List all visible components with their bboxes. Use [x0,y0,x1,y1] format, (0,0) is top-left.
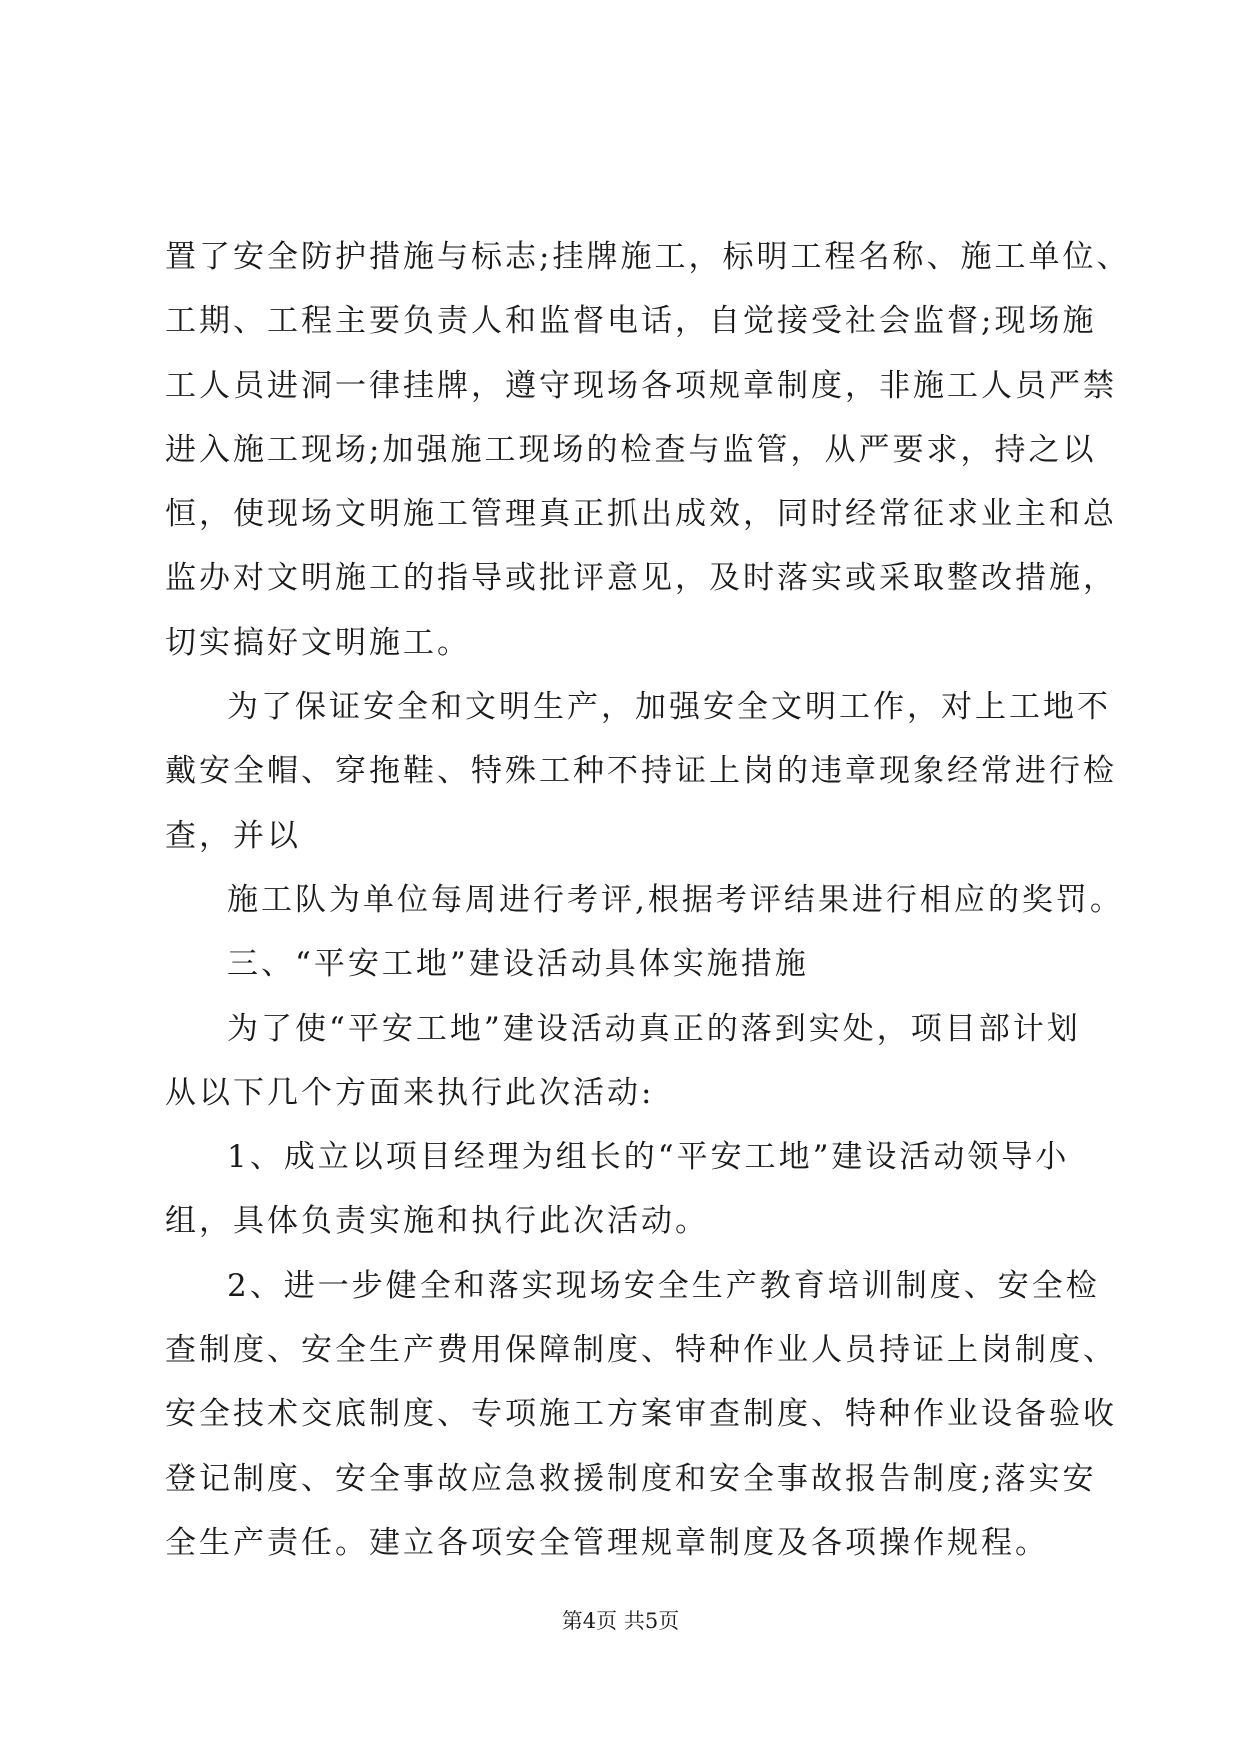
text-line: 1、成立以项目经理为组长的“平安工地”建设活动领导小 [227,1139,1070,1176]
text-line: 从以下几个方面来执行此次活动: [165,1074,655,1111]
text-line: 进入施工现场;加强施工现场的检查与监管，从严要求，持之以 [165,431,1097,468]
text-line: 恒，使现场文明施工管理真正抓出成效，同时经常征求业主和总 [165,496,1117,533]
text-line: 工人员进洞一律挂牌，遵守现场各项规章制度，非施工人员严禁 [165,367,1117,404]
text-line: 登记制度、安全事故应急救援制度和安全事故报告制度;落实安 [165,1460,1097,1497]
text-line: 为了使“平安工地”建设活动真正的落到实处，项目部计划 [227,1010,1081,1047]
text-line: 施工队为单位每周进行考评,根据考评结果进行相应的奖罚。 [227,881,1124,918]
page-number-footer: 第4页 共5页 [561,1609,680,1633]
text-line: 工期、工程主要负责人和监督电话，自觉接受社会监督;现场施 [165,303,1097,340]
section-heading: 三、“平安工地”建设活动具体实施措施 [227,946,809,983]
text-line: 监办对文明施工的指导或批评意见，及时落实或采取整改措施， [165,560,1117,597]
text-line: 查制度、安全生产费用保障制度、特种作业人员持证上岗制度、 [165,1332,1117,1369]
text-line: 全生产责任。建立各项安全管理规章制度及各项操作规程。 [165,1524,1049,1561]
text-line: 查，并以 [165,817,301,854]
body-text [165,225,1131,1575]
text-line: 戴安全帽、穿拖鞋、特殊工种不持证上岗的违章现象经常进行检 [165,753,1117,790]
text-line: 组，具体负责实施和执行此次活动。 [165,1203,709,1240]
text-line: 2、进一步健全和落实现场安全生产教育培训制度、安全检 [227,1267,1100,1304]
text-line: 置了安全防护措施与标志;挂牌施工，标明工程名称、施工单位、 [165,239,1131,275]
text-line: 切实搞好文明施工。 [165,624,471,661]
text-line: 为了保证安全和文明生产，加强安全文明工作，对上工地不 [227,689,1111,726]
text-line: 安全技术交底制度、专项施工方案审查制度、特种作业设备验收 [165,1396,1117,1433]
